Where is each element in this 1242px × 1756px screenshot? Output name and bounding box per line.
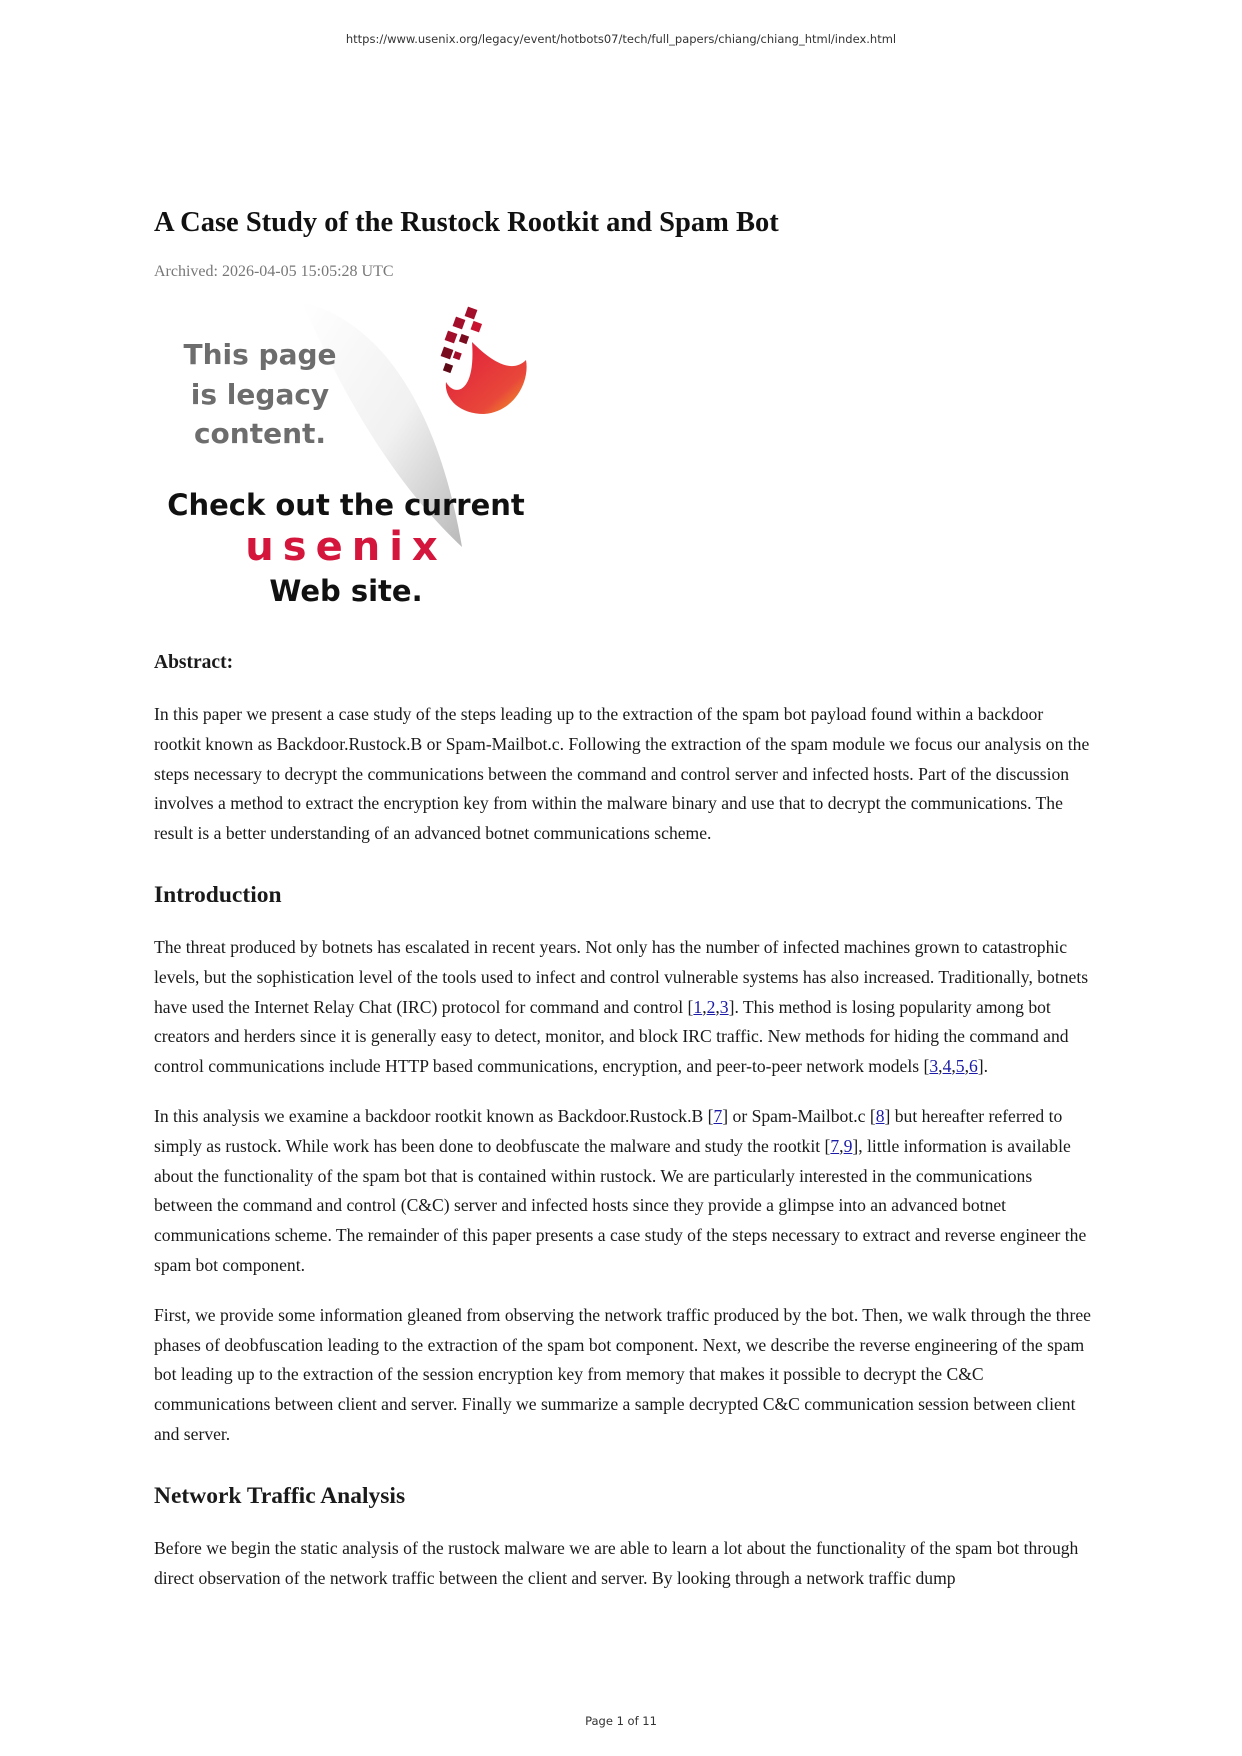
banner-line-2: is legacy bbox=[190, 378, 330, 411]
introduction-heading: Introduction bbox=[154, 881, 282, 908]
intro-paragraph-2: In this analysis we examine a backdoor rootkit known as Backdoor.Rustock.B [7] or Spam-Mailbot.c [8] but hereafter referred to simply as rustock. While work has been done to deobfuscate the malware and study the rootkit [7,9], little information is available about the functionality of the spam bot that is contained within rustock. We are particularly interested in the communications between the command and control (C&C) server and infected hosts since they provide a glimpse into an advanced botnet communications scheme. The remainder of this paper presents a case study of the steps necessary to extract and reverse engineer the spam bot component. bbox=[154, 1105, 1087, 1275]
legacy-banner-image bbox=[154, 302, 554, 620]
banner-line-4: Check out the current bbox=[167, 488, 525, 522]
network-traffic-heading: Network Traffic Analysis bbox=[154, 1482, 406, 1509]
abstract-text: In this paper we present a case study of the steps leading up to the extraction of the spam bot payload found within a backdoor rootkit known as Backdoor.Rustock.B or Spam-Mailbot.c. Following the extraction of the spam module we focus our analysis on the steps necessary to decrypt the communications between the command and control server and infected hosts. Part of the discussion involves a method to extract the encryption key from within the malware binary and use that to decrypt the communications. The result is a better understanding of an advanced botnet communications scheme. bbox=[154, 704, 1090, 844]
banner-line-1: This page bbox=[183, 338, 337, 371]
abstract-heading: Abstract: bbox=[154, 652, 234, 673]
banner-line-3: content. bbox=[193, 417, 327, 450]
ref-link-2[interactable]: 2 bbox=[706, 996, 716, 1017]
page-url: https://www.usenix.org/legacy/event/hotbots07/tech/full_papers/chiang/chiang_html/index.html bbox=[345, 32, 897, 46]
ref-link-6[interactable]: 6 bbox=[968, 1056, 978, 1077]
ref-link-1[interactable]: 1 bbox=[693, 996, 703, 1017]
archived-timestamp: Archived: 2026-04-05 15:05:28 UTC bbox=[154, 263, 394, 280]
legacy-content-banner[interactable] bbox=[154, 302, 554, 620]
intro-paragraph-1: The threat produced by botnets has escalated in recent years. Not only has the number of infected machines grown to catastrophic levels, but the sophistication level of the tools used to infect and control vulnerable systems has also increased. Traditionally, botnets have used the Internet Relay Chat (IRC) protocol for command and control [1,2,3]. This method is losing popularity among bot creators and herders since it is generally easy to detect, monitor, and block IRC traffic. New methods for hiding the command and control communications include HTTP based communications, encryption, and peer-to-peer network models [3,4,5,6]. bbox=[154, 936, 1089, 1077]
ref-link-3[interactable]: 3 bbox=[719, 996, 729, 1017]
ref-link-3b[interactable]: 3 bbox=[929, 1056, 939, 1077]
banner-line-5: Web site. bbox=[269, 574, 423, 608]
ref-link-7[interactable]: 7 bbox=[713, 1105, 723, 1126]
ref-link-9[interactable]: 9 bbox=[843, 1135, 853, 1156]
ref-link-8[interactable]: 8 bbox=[875, 1105, 885, 1126]
page-title: A Case Study of the Rustock Rootkit and Spam Bot bbox=[154, 207, 779, 238]
intro-paragraph-3: First, we provide some information gleaned from observing the network traffic produced by the bot. Then, we walk through the three phases of deobfuscation leading to the extraction of the spam bot component. Next, we describe the reverse engineering of the spam bot leading up to the extraction of the session encryption key from memory that makes it possible to decrypt the C&C communications between client and server. Finally we summarize a sample decrypted C&C communication session between client and server. bbox=[154, 1304, 1091, 1444]
ref-link-4[interactable]: 4 bbox=[942, 1056, 952, 1077]
network-paragraph-1: Before we begin the static analysis of the rustock malware we are able to learn a lot about the functionality of the spam bot through direct observation of the network traffic between the client and server. By looking through a network traffic dump bbox=[154, 1537, 1079, 1588]
ref-link-7b[interactable]: 7 bbox=[830, 1135, 840, 1156]
page-number: Page 1 of 11 bbox=[585, 1714, 657, 1728]
document-body bbox=[154, 202, 1094, 1593]
ref-link-5[interactable]: 5 bbox=[955, 1056, 965, 1077]
banner-brand: usenix bbox=[245, 524, 447, 570]
